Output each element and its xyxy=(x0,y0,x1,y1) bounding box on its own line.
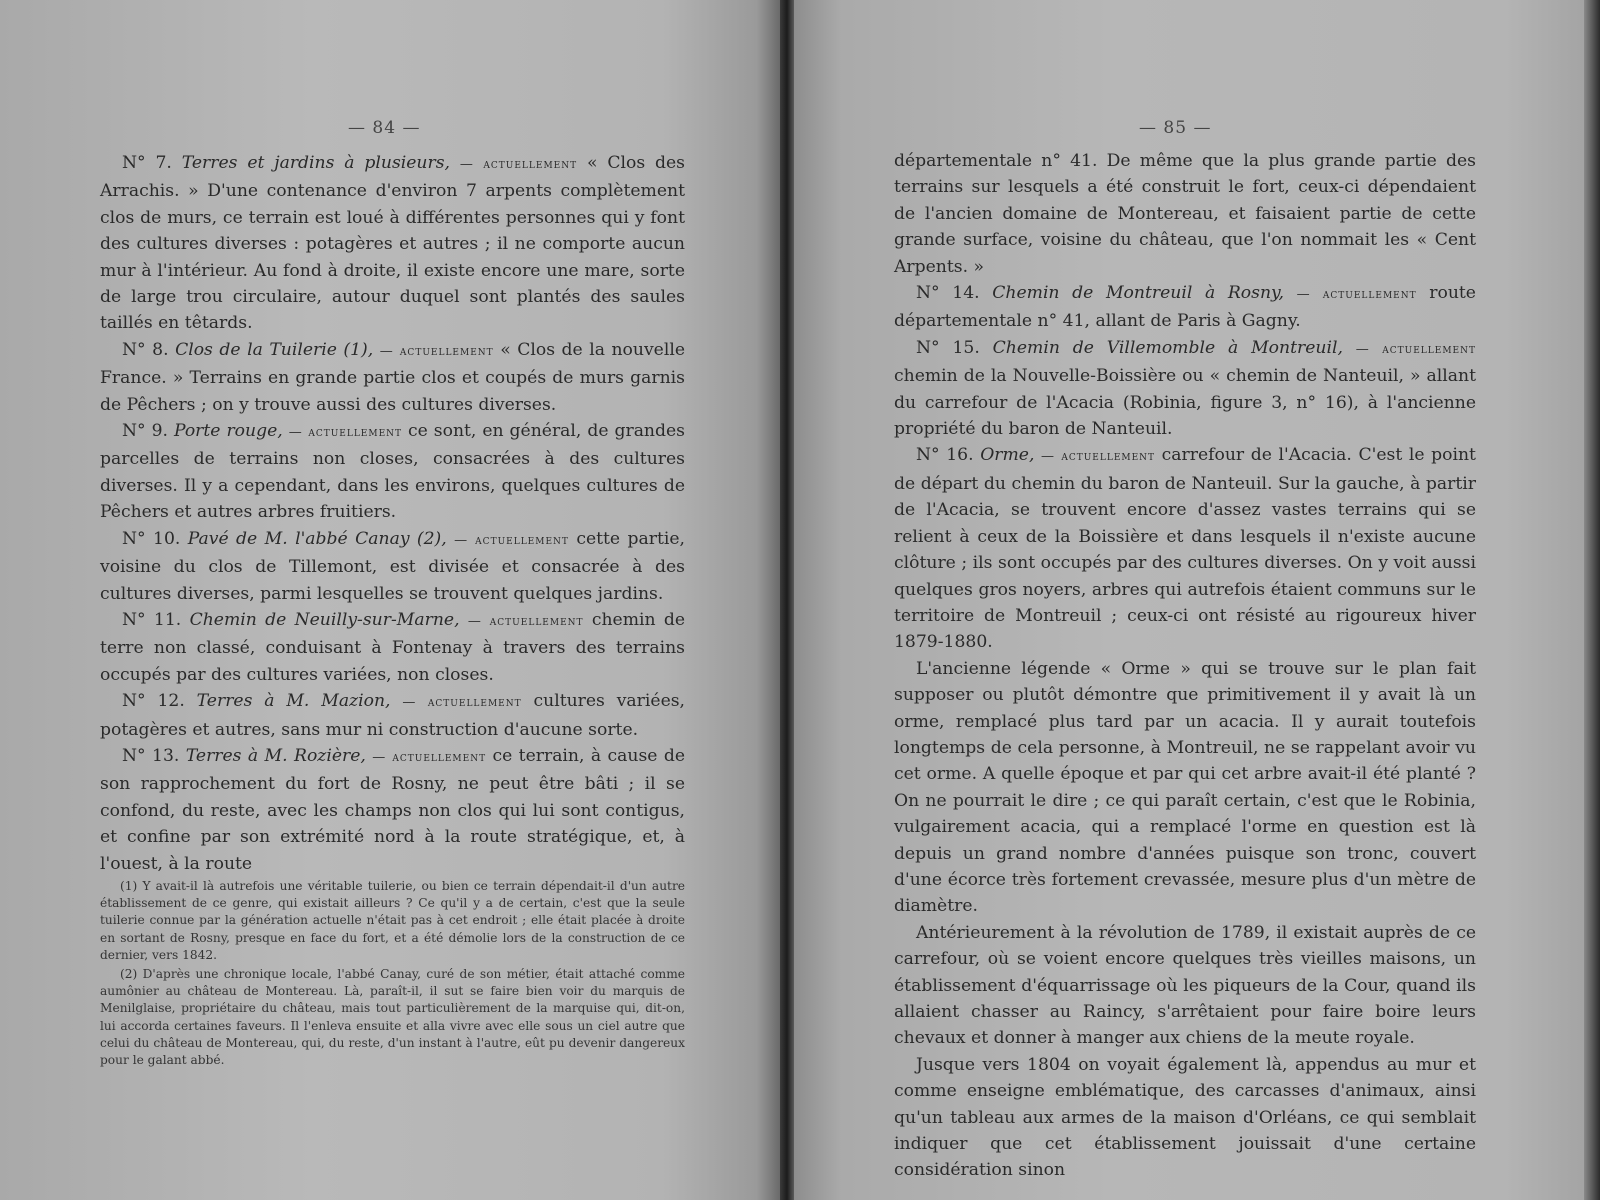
right-page xyxy=(794,0,1584,1200)
right-page-body xyxy=(894,148,1476,1184)
footnote: (2) D'après une chronique locale, l'abbé Canay, curé de son métier, était attaché comme aumônier au château de Montereau. Là, paraît-il, il sut se faire bien voir du marquis de Menilglaise, propriétaire du château, mais tout particulièrement de la marquise qui, dit-on, lui accorda certaines faveurs. Il l'enleva ensuite et alla vivre avec elle sous un ciel autre que celui du château de Montereau, qui, du reste, d'un instant à l'autre, eût pu devenir dangereux pour le galant abbé. xyxy=(100,967,685,1068)
footnote: (1) Y avait-il là autrefois une véritable tuilerie, ou bien ce terrain dépendait-il d'un autre établissement de ce genre, qui existait ailleurs ? Ce qu'il y a de certain, c'est que la seule tuilerie connue par la génération actuelle n'était pas à cet endroit ; elle était placée à droite en sortant de Rosny, presque en face du fort, et a été démolie lors de la construction de ce dernier, vers 1842. xyxy=(100,879,685,962)
entry-paragraph: N° 14. Chemin de Montreuil à Rosny, — actuellement route départementale n° 41, allant de Paris à Gagny. xyxy=(894,283,1476,332)
book-gutter xyxy=(780,0,794,1200)
body-paragraph: Antérieurement à la révolution de 1789, il existait auprès de ce carrefour, où se voient encore quelques très vieilles maisons, un établissement d'équarrissage où les piqueurs de la Cour, quand ils allaient chasser au Raincy, s'arrêtaient pour faire boire leurs chevaux et donner à manger aux chiens de la meute royale. xyxy=(894,922,1476,1049)
entry-paragraph: N° 7. Terres et jardins à plusieurs, — actuellement « Clos des Arrachis. » D'une contenance d'environ 7 arpents complètement clos de murs, ce terrain est loué à différentes personnes qui y font des cultures diverses : potagères et autres ; il ne comporte aucun mur à l'intérieur. Au fond à droite, il existe encore une mare, sorte de large trou circulaire, autour duquel sont plantés des saules taillés en têtards. xyxy=(100,153,686,334)
entry-paragraph: N° 15. Chemin de Villemomble à Montreuil, — actuellement chemin de la Nouvelle-Boissière ou « chemin de Nanteuil, » allant du carrefour de l'Acacia (Robinia, figure 3, n° 16), à l'ancienne propriété du baron de Nanteuil. xyxy=(894,337,1476,440)
body-paragraph: L'ancienne légende « Orme » qui se trouve sur le plan fait supposer ou plutôt démontre que primitivement il y avait là un orme, remplacé plus tard par un acacia. Il y aurait toutefois longtemps de cela personne, à Montreuil, ne se rappelant avoir vu cet orme. A quelle époque et par qui cet arbre avait-il été planté ? On ne pourrait le dire ; ce qui paraît certain, c'est que le Robinia, vulgairement acacia, qui a remplacé l'orme en question est là depuis un grand nombre d'années puisque son tronc, couvert d'une écorce très fortement crevassée, mesure plus d'un mètre de diamètre. xyxy=(894,658,1476,917)
left-page xyxy=(0,0,780,1200)
page-number: — 85 — xyxy=(1139,118,1212,138)
body-paragraph: Jusque vers 1804 on voyait également là, appendus au mur et comme enseigne emblématique, des carcasses d'animaux, ainsi qu'un tableau aux armes de la maison d'Orléans, ce qui semblait indiquer que cet établissement jouissait d'une certaine considération sinon xyxy=(894,1054,1476,1181)
entry-paragraph: N° 11. Chemin de Neuilly-sur-Marne, — actuellement chemin de terre non classé, conduisant à Fontenay à travers des terrains occupés par des cultures variées, non closes. xyxy=(100,609,686,685)
entry-paragraph: N° 8. Clos de la Tuilerie (1), — actuellement « Clos de la nouvelle France. » Terrains en grande partie clos et coupés de murs garnis de Pêchers ; on y trouve aussi des cultures diverses. xyxy=(100,339,686,415)
entry-paragraph: N° 16. Orme, — actuellement carrefour de l'Acacia. C'est le point de départ du chemin du baron de Nanteuil. Sur la gauche, à partir de l'Acacia, se trouvent encore d'assez vastes terrains qui se relient à ceux de la Boissière et dans lesquels il n'existe aucune clôture ; ils sont occupés par des cultures diverses. On y voit aussi quelques gros noyers, arbres qui autrefois étaient communs sur le territoire de Montreuil ; ceux-ci ont résisté au rigoureux hiver 1879-1880. xyxy=(894,445,1476,653)
continuation-paragraph: départementale n° 41. De même que la plus grande partie des terrains sur lesquels a été construit le fort, ceux-ci dépendaient de l'ancien domaine de Montereau, et faisaient partie de cette grande surface, voisine du château, que l'on nommait les « Cent Arpents. » xyxy=(894,151,1476,277)
page-edge xyxy=(1584,0,1600,1200)
left-page-body xyxy=(100,150,685,877)
entry-paragraph: N° 13. Terres à M. Rozière, — actuellement ce terrain, à cause de son rapprochement du fort de Rosny, ne peut être bâti ; il se confond, du reste, avec les champs non clos qui lui sont contigus, et confine par son extrémité nord à la route stratégique, et, à l'ouest, à la route xyxy=(100,745,686,874)
page-number: — 84 — xyxy=(348,118,421,138)
entry-paragraph: N° 10. Pavé de M. l'abbé Canay (2), — actuellement cette partie, voisine du clos de Tillemont, est divisée et consacrée à des cultures diverses, parmi lesquelles se trouvent quelques jardins. xyxy=(100,528,685,604)
entry-paragraph: N° 12. Terres à M. Mazion, — actuellement cultures variées, potagères et autres, sans mur ni construction d'aucune sorte. xyxy=(100,691,686,740)
entry-paragraph: N° 9. Porte rouge, — actuellement ce sont, en général, de grandes parcelles de terrains non closes, consacrées à des cultures diverses. Il y a cependant, dans les environs, quelques cultures de Pêchers et autres arbres fruitiers. xyxy=(100,421,685,523)
footnotes xyxy=(100,878,685,1071)
